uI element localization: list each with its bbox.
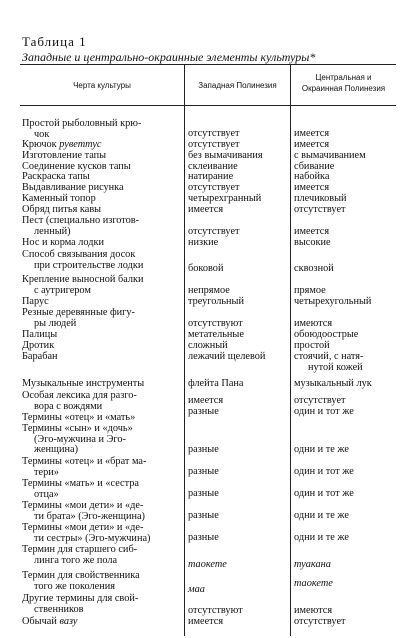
feature-line [22, 605, 182, 616]
feature-cell [22, 119, 182, 140]
feature-cell [22, 391, 182, 412]
feature-cell [22, 151, 182, 162]
west-cell: разные [188, 532, 219, 543]
feature-text: Термин для старшего сиб- [22, 544, 138, 555]
west-cell: имеется [188, 395, 224, 406]
feature-line [22, 413, 182, 424]
feature-text: Крепление выносной балки [22, 274, 144, 285]
feature-text: женщина) [34, 444, 79, 455]
feature-cell [22, 479, 182, 500]
header-feature: Черта культуры [73, 81, 131, 90]
feature-cell [22, 308, 182, 329]
west-cell: разные [188, 510, 219, 521]
feature-text: Дротик [22, 340, 55, 351]
east-cell: один и тот же [294, 466, 354, 477]
column-divider-1 [184, 64, 185, 636]
west-cell: разные [188, 406, 219, 417]
feature-line [22, 379, 182, 390]
feature-cell [22, 424, 182, 456]
header-east-polynesia [291, 72, 396, 94]
feature-line [22, 534, 182, 545]
east-cell: отсутствует [294, 616, 346, 627]
feature-text: Термины «отец» и «мать» [22, 412, 136, 423]
feature-line [22, 445, 182, 456]
feature-text: Крючок [22, 139, 60, 150]
feature-text: с аутригером [34, 284, 91, 296]
feature-line [22, 227, 182, 238]
table-title: Таблица 1 [22, 34, 87, 49]
feature-cell [22, 330, 182, 341]
west-cell: метательные [188, 329, 244, 340]
feature-text: Обряд питья кавы [22, 204, 102, 215]
feature-text: (Эго-мужчина и Эго- [34, 433, 126, 445]
feature-line [22, 297, 182, 308]
west-cell: отсутствует [188, 128, 240, 139]
feature-text: Термины «мать» и «сестра [22, 478, 139, 489]
east-cell: имеется [294, 226, 330, 237]
east-cell: обоюдоострые [294, 329, 359, 340]
feature-text: Обычай [22, 616, 60, 627]
west-cell: без вымачивания [188, 150, 263, 161]
east-cell: отсутствует [294, 395, 346, 406]
header-east-line-2: Окраинная Полинезия [301, 84, 386, 93]
east-cell: один и тот же [294, 488, 354, 499]
feature-text: ти сестры» (Эго-мужчина) [34, 532, 151, 544]
feature-line [22, 319, 182, 330]
feature-line [22, 352, 182, 363]
feature-text: Выдавливание рисунка [22, 182, 124, 193]
feature-text: Музыкальные инструменты [22, 378, 145, 389]
feature-line [22, 330, 182, 341]
west-cell: лежачий щелевой [188, 351, 266, 362]
feature-text: Резные деревянные фигу- [22, 307, 135, 318]
feature-cell [22, 594, 182, 615]
feature-text: при строительстве лодки [34, 259, 144, 271]
west-cell: отсутствует [188, 182, 240, 193]
west-cell: имеется [188, 616, 224, 627]
feature-text: Раскраска тапы [22, 171, 90, 182]
east-cell: одни и те же [294, 532, 349, 543]
west-cell: треугольный [188, 296, 244, 307]
feature-cell [22, 501, 182, 522]
feature-text: ры людей [34, 317, 77, 329]
feature-cell [22, 571, 182, 592]
feature-cell [22, 413, 182, 424]
feature-text: Термины «сын» и «дочь» [22, 423, 133, 434]
west-cell: таокете [188, 559, 227, 570]
feature-cell [22, 205, 182, 216]
east-cell: набойка [294, 171, 330, 182]
east-cell: стоячий, с натя- [294, 351, 364, 362]
feature-text: чок [34, 128, 50, 140]
east-cell: высокие [294, 237, 331, 248]
feature-cell [22, 275, 182, 296]
feature-text: Особая лексика для разго- [22, 390, 137, 401]
east-cell: сквозной [294, 263, 334, 274]
feature-text: Изготовление тапы [22, 150, 107, 161]
feature-cell [22, 194, 182, 205]
feature-text: Палицы [22, 329, 58, 340]
west-cell: маа [188, 584, 205, 595]
feature-line [22, 341, 182, 352]
east-cell: прямое [294, 285, 326, 296]
feature-cell [22, 216, 182, 237]
feature-text: ственников [34, 603, 84, 615]
feature-line [22, 151, 182, 162]
west-cell: имеется [188, 204, 224, 215]
east-cell: таокете [294, 578, 333, 589]
east-cell: туакана [294, 559, 331, 570]
west-cell: сложный [188, 340, 228, 351]
feature-text: ти брата» (Эго-женщина) [34, 510, 145, 522]
west-cell: склеивание [188, 161, 238, 172]
feature-cell [22, 545, 182, 566]
feature-text: Термин для свойственника [22, 570, 140, 581]
feature-text: ленный) [34, 225, 71, 237]
feature-line [22, 238, 182, 249]
feature-line [22, 140, 182, 151]
feature-text: линга того же пола [34, 554, 118, 566]
east-cell: музыкальный лук [294, 378, 372, 389]
header-west-polynesia: Западная Полинезия [198, 81, 277, 90]
table-top-rule [20, 64, 396, 65]
feature-line [22, 286, 182, 297]
feature-cell [22, 341, 182, 352]
west-cell: натирание [188, 171, 234, 182]
west-cell: боковой [188, 263, 224, 274]
feature-line [22, 512, 182, 523]
west-cell: четырехгранный [188, 193, 262, 204]
west-cell: разные [188, 488, 219, 499]
east-cell: плечиковый [294, 193, 347, 204]
feature-cell [22, 523, 182, 544]
feature-text: Пест (специально изготов- [22, 215, 140, 226]
feature-text: Простой рыболовный крю- [22, 118, 142, 129]
feature-text: того же поколения [34, 580, 115, 592]
east-cell: одни и те же [294, 510, 349, 521]
east-cell: имеются [294, 318, 333, 329]
feature-cell [22, 297, 182, 308]
header-east-line-1: Центральная и [315, 73, 372, 82]
feature-line [22, 172, 182, 183]
table-subtitle: Западные и центрально-окраинные элементы культуры* [22, 50, 316, 64]
feature-text: вора с вождями [34, 400, 103, 412]
feature-text: Термины «мои дети» и «де- [22, 522, 144, 533]
west-cell: разные [188, 466, 219, 477]
column-divider-2 [290, 64, 291, 636]
table-header-rule [20, 105, 396, 106]
feature-text: Другие термины для свой- [22, 593, 139, 604]
east-cell: сбивание [294, 161, 335, 172]
feature-text: Термины «мои дети» и «де- [22, 500, 144, 511]
feature-line [22, 490, 182, 501]
feature-text: Соединение кусков тапы [22, 161, 131, 172]
feature-text: Способ связывания досок [22, 249, 136, 260]
west-cell: отсутствуют [188, 605, 243, 616]
east-cell: имеется [294, 139, 330, 150]
feature-line [22, 617, 182, 628]
feature-text: Каменный топор [22, 193, 96, 204]
feature-cell [22, 617, 182, 628]
west-cell: отсутствует [188, 226, 240, 237]
feature-cell [22, 250, 182, 271]
feature-text: Нос и корма лодки [22, 237, 105, 248]
east-cell: отсутствует [294, 204, 346, 215]
feature-cell [22, 238, 182, 249]
east-cell: с вымачиванием [294, 150, 366, 161]
feature-italic-term: вазу [59, 616, 78, 627]
feature-line [22, 261, 182, 272]
east-cell: имеется [294, 128, 330, 139]
feature-text: Термины «отец» и «брат ма- [22, 456, 147, 467]
feature-line [22, 194, 182, 205]
feature-italic-term: руветтус [59, 139, 102, 150]
east-cell: четырехугольный [294, 296, 372, 307]
feature-cell [22, 379, 182, 390]
east-cell: один и тот же [294, 406, 354, 417]
west-cell: флейта Пана [188, 378, 244, 389]
feature-line [22, 205, 182, 216]
west-cell: разные [188, 444, 219, 455]
feature-text: Барабан [22, 351, 58, 362]
west-cell: отсутствует [188, 139, 240, 150]
feature-line [22, 183, 182, 194]
east-cell: имеется [294, 182, 330, 193]
east-cell: нутой кожей [308, 362, 363, 373]
feature-text: тери» [34, 466, 59, 478]
feature-line [22, 402, 182, 413]
feature-cell [22, 172, 182, 183]
east-cell: простой [294, 340, 330, 351]
feature-line [22, 556, 182, 567]
feature-line [22, 582, 182, 593]
feature-cell [22, 457, 182, 478]
feature-text: отца» [34, 488, 59, 500]
west-cell: отсутствуют [188, 318, 243, 329]
feature-cell [22, 183, 182, 194]
feature-line [22, 468, 182, 479]
west-cell: непрямое [188, 285, 230, 296]
feature-cell [22, 352, 182, 363]
west-cell: низкие [188, 237, 219, 248]
east-cell: одни и те же [294, 444, 349, 455]
feature-text: Парус [22, 296, 49, 307]
east-cell: имеются [294, 605, 333, 616]
feature-cell [22, 140, 182, 151]
